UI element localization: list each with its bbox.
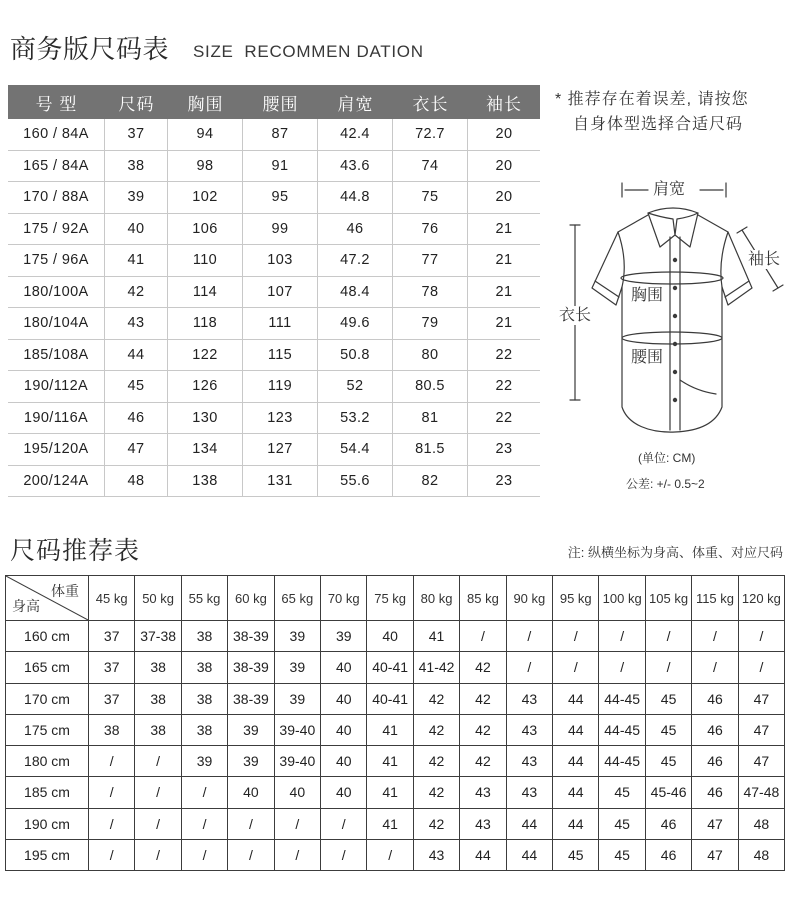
size-table-cell-length: 74: [393, 151, 468, 182]
size-table-cell-shoulder: 43.6: [318, 151, 393, 182]
size-table-cell-waist: 95: [243, 182, 318, 213]
size-table-cell-model: 175 / 96A: [8, 245, 105, 276]
corner-weight-label: 体重: [51, 583, 79, 599]
height-cell: 165 cm: [24, 659, 70, 676]
size-table-cell-waist: 87: [243, 119, 318, 150]
recommended-size-cell: /: [738, 652, 784, 682]
recommended-size-cell: 41: [366, 746, 412, 776]
recommended-size-cell: 39-40: [274, 746, 320, 776]
recommended-size-cell: 37: [88, 684, 134, 714]
height-cell: 160 cm: [24, 628, 70, 645]
size-table-cell-chest: 126: [168, 371, 243, 402]
recommended-size-cell: 39: [320, 621, 366, 651]
size-table-header-row: [8, 85, 540, 119]
size-table: [8, 85, 540, 497]
recommendation-note-line1: * 推荐存在着误差, 请按您: [555, 91, 749, 108]
size-table-cell-waist: 107: [243, 277, 318, 308]
size-table-cell-chest: 130: [168, 403, 243, 434]
recommended-size-cell: 44: [506, 809, 552, 839]
size-table-cell-waist: 91: [243, 151, 318, 182]
size-table-cell-size: 41: [105, 245, 168, 276]
size-table-cell-model: 170 / 88A: [8, 182, 105, 213]
collar-right-wing: [675, 213, 698, 247]
length-label: 衣长: [559, 307, 592, 324]
recommended-size-cell: 43: [459, 809, 505, 839]
recommended-size-cell: 44: [552, 746, 598, 776]
recommended-size-cell: 46: [691, 684, 737, 714]
size-table-header-chest: 胸围: [187, 94, 224, 114]
weight-header-cell: 90 kg: [506, 576, 552, 620]
weight-header-cell: 115 kg: [691, 576, 737, 620]
recommended-size-cell: /: [134, 777, 180, 807]
size-table-cell-length: 79: [393, 308, 468, 339]
corner-height-label: 身高: [12, 598, 40, 614]
recommended-size-cell: /: [320, 840, 366, 870]
recommended-size-cell: /: [691, 652, 737, 682]
recommended-size-cell: 39: [274, 621, 320, 651]
recommended-size-cell: 38-39: [227, 684, 273, 714]
size-table-cell-sleeve: 21: [495, 252, 513, 269]
recommended-size-cell: 44: [552, 809, 598, 839]
recommended-size-cell: 42: [413, 777, 459, 807]
size-table-cell-chest: 114: [168, 277, 243, 308]
chest-label: 胸围: [631, 287, 664, 304]
recommend-note: 注: 纵横坐标为身高、体重、对应尺码: [567, 545, 783, 560]
recommended-size-cell: /: [320, 809, 366, 839]
waist-measure-band: [622, 332, 722, 344]
size-table-cell-size: 48: [105, 466, 168, 497]
recommended-size-cell: 43: [459, 777, 505, 807]
size-table-cell-shoulder: 49.6: [318, 308, 393, 339]
size-table-header-shoulder: 肩宽: [337, 94, 374, 114]
size-table-row: [8, 308, 540, 340]
recommend-row: [6, 620, 784, 651]
recommended-size-cell: 46: [691, 746, 737, 776]
recommended-size-cell: /: [598, 652, 644, 682]
corner-cell: [6, 576, 88, 620]
size-table-cell-sleeve: 20: [495, 126, 513, 143]
size-table-cell-chest: 98: [168, 151, 243, 182]
waist-label: 腰围: [631, 349, 664, 366]
recommended-size-cell: 40: [320, 715, 366, 745]
size-table-cell-sleeve: 22: [495, 409, 513, 426]
size-table-row: [8, 182, 540, 214]
recommended-size-cell: 41: [366, 777, 412, 807]
height-cell: 175 cm: [24, 721, 70, 738]
size-table-cell-model: 185/108A: [8, 340, 105, 371]
size-table-cell-model: 190/112A: [8, 371, 105, 402]
recommended-size-cell: 48: [738, 809, 784, 839]
recommended-size-cell: 41: [413, 621, 459, 651]
recommended-size-cell: 43: [506, 746, 552, 776]
size-table-row: [8, 151, 540, 183]
recommended-size-cell: /: [181, 777, 227, 807]
size-table-cell-chest: 118: [168, 308, 243, 339]
size-table-row: [8, 214, 540, 246]
size-table-cell-size: 38: [105, 151, 168, 182]
recommended-size-cell: /: [134, 840, 180, 870]
size-table-cell-waist: 103: [243, 245, 318, 276]
recommended-size-cell: 46: [645, 840, 691, 870]
recommended-size-cell: 44: [552, 684, 598, 714]
recommended-size-cell: 47: [691, 809, 737, 839]
size-table-cell-model: 200/124A: [8, 466, 105, 497]
size-table-cell-model: 160 / 84A: [8, 119, 105, 150]
recommend-title: 尺码推荐表: [10, 537, 141, 565]
size-table-cell-model: 195/120A: [8, 434, 105, 465]
size-table-cell-shoulder: 55.6: [318, 466, 393, 497]
recommended-size-cell: 40: [274, 777, 320, 807]
size-table-cell-length: 80: [393, 340, 468, 371]
recommend-row: [6, 683, 784, 714]
recommended-size-cell: 37: [88, 652, 134, 682]
recommended-size-cell: 38: [181, 684, 227, 714]
weight-header-cell: 75 kg: [366, 576, 412, 620]
recommended-size-cell: /: [134, 809, 180, 839]
recommend-row: [6, 745, 784, 776]
weight-header-cell: 60 kg: [227, 576, 273, 620]
recommended-size-cell: 42: [459, 652, 505, 682]
size-table-cell-shoulder: 52: [318, 371, 393, 402]
size-table-cell-model: 175 / 92A: [8, 214, 105, 245]
recommended-size-cell: 38-39: [227, 652, 273, 682]
recommended-size-cell: 42: [413, 715, 459, 745]
size-table-row: [8, 403, 540, 435]
page-title: 商务版尺码表: [10, 34, 170, 64]
recommended-size-cell: /: [552, 621, 598, 651]
height-cell: 185 cm: [24, 784, 70, 801]
recommended-size-cell: /: [366, 840, 412, 870]
recommended-size-cell: 41-42: [413, 652, 459, 682]
size-table-cell-sleeve: 20: [495, 189, 513, 206]
recommended-size-cell: 38: [134, 715, 180, 745]
size-table-row: [8, 434, 540, 466]
size-table-cell-sleeve: 21: [495, 315, 513, 332]
weight-header-cell: 70 kg: [320, 576, 366, 620]
size-table-header-size: 尺码: [118, 94, 155, 114]
recommended-size-cell: 45: [645, 684, 691, 714]
size-table-cell-size: 43: [105, 308, 168, 339]
recommended-size-cell: 41: [366, 715, 412, 745]
recommended-size-cell: /: [88, 746, 134, 776]
recommended-size-cell: /: [738, 621, 784, 651]
recommended-size-cell: /: [691, 621, 737, 651]
size-table-cell-chest: 134: [168, 434, 243, 465]
size-table-cell-shoulder: 42.4: [318, 119, 393, 150]
recommended-size-cell: 40: [320, 684, 366, 714]
shoulder-width-label: 肩宽: [653, 181, 686, 198]
recommended-size-cell: 38: [134, 652, 180, 682]
recommend-row: [6, 839, 784, 870]
recommended-size-cell: 38: [181, 621, 227, 651]
recommended-size-cell: 41: [366, 809, 412, 839]
left-cuff: [595, 281, 619, 297]
size-table-cell-chest: 122: [168, 340, 243, 371]
collar-back: [648, 208, 698, 213]
recommended-size-cell: /: [88, 777, 134, 807]
size-table-header-sleeve: 袖长: [486, 94, 522, 114]
size-table-cell-size: 44: [105, 340, 168, 371]
weight-header-cell: 80 kg: [413, 576, 459, 620]
unit-text: (单位: CM): [638, 451, 696, 465]
size-table-cell-shoulder: 48.4: [318, 277, 393, 308]
tolerance-text: 公差: +/- 0.5~2: [626, 477, 705, 491]
size-table-cell-length: 78: [393, 277, 468, 308]
recommended-size-cell: 40: [320, 777, 366, 807]
height-cell: 190 cm: [24, 815, 70, 832]
recommended-size-cell: 38-39: [227, 621, 273, 651]
recommended-size-cell: /: [181, 840, 227, 870]
size-table-cell-length: 81: [393, 403, 468, 434]
recommended-size-cell: 44-45: [598, 684, 644, 714]
recommendation-note-line2: 自身体型选择合适尺码: [573, 116, 744, 133]
size-table-cell-shoulder: 47.2: [318, 245, 393, 276]
recommended-size-cell: 48: [738, 840, 784, 870]
recommended-size-cell: /: [227, 809, 273, 839]
recommended-size-cell: /: [598, 621, 644, 651]
size-table-cell-size: 39: [105, 182, 168, 213]
collar-left-wing: [648, 213, 675, 247]
size-table-cell-length: 72.7: [393, 119, 468, 150]
size-table-cell-waist: 131: [243, 466, 318, 497]
size-table-cell-waist: 119: [243, 371, 318, 402]
recommended-size-cell: 37: [88, 621, 134, 651]
size-table-cell-sleeve: 21: [495, 220, 513, 237]
recommended-size-cell: 39: [227, 746, 273, 776]
recommend-header-row: [6, 576, 784, 620]
weight-header-cell: 85 kg: [459, 576, 505, 620]
size-table-cell-model: 190/116A: [8, 403, 105, 434]
recommended-size-cell: /: [506, 652, 552, 682]
recommended-size-cell: 45-46: [645, 777, 691, 807]
size-table-header-model: 号 型: [35, 94, 78, 114]
height-cell: 180 cm: [24, 753, 70, 770]
recommended-size-cell: 37-38: [134, 621, 180, 651]
weight-header-cell: 65 kg: [274, 576, 320, 620]
recommended-size-cell: 44-45: [598, 715, 644, 745]
size-table-cell-sleeve: 21: [495, 283, 513, 300]
recommended-size-cell: /: [88, 840, 134, 870]
size-table-cell-size: 37: [105, 119, 168, 150]
weight-header-cell: 105 kg: [645, 576, 691, 620]
size-table-cell-size: 46: [105, 403, 168, 434]
size-table-cell-size: 47: [105, 434, 168, 465]
size-table-row: [8, 340, 540, 372]
recommended-size-cell: 46: [645, 809, 691, 839]
recommended-size-cell: 47-48: [738, 777, 784, 807]
recommended-size-cell: 42: [413, 746, 459, 776]
size-table-cell-shoulder: 46: [318, 214, 393, 245]
recommended-size-cell: /: [506, 621, 552, 651]
recommended-size-cell: /: [552, 652, 598, 682]
size-table-cell-size: 40: [105, 214, 168, 245]
size-table-cell-waist: 127: [243, 434, 318, 465]
weight-header-cell: 45 kg: [88, 576, 134, 620]
recommended-size-cell: 40-41: [366, 684, 412, 714]
recommended-size-cell: 46: [691, 715, 737, 745]
shirt-buttons: [673, 258, 677, 402]
recommended-size-cell: 45: [552, 840, 598, 870]
recommended-size-cell: /: [181, 809, 227, 839]
recommended-size-cell: /: [274, 840, 320, 870]
recommended-size-cell: 46: [691, 777, 737, 807]
size-table-cell-shoulder: 54.4: [318, 434, 393, 465]
recommended-size-cell: 39: [227, 715, 273, 745]
right-cuff: [725, 281, 749, 297]
size-table-cell-chest: 106: [168, 214, 243, 245]
recommended-size-cell: 40-41: [366, 652, 412, 682]
hem-fold: [680, 380, 716, 394]
size-table-cell-waist: 123: [243, 403, 318, 434]
recommended-size-cell: /: [227, 840, 273, 870]
recommended-size-cell: 47: [691, 840, 737, 870]
recommended-size-cell: 42: [459, 746, 505, 776]
recommended-size-cell: /: [88, 809, 134, 839]
size-table-cell-length: 80.5: [393, 371, 468, 402]
size-table-cell-chest: 110: [168, 245, 243, 276]
size-table-cell-length: 81.5: [393, 434, 468, 465]
recommended-size-cell: 40: [320, 746, 366, 776]
recommended-size-cell: 47: [738, 684, 784, 714]
recommended-size-cell: 42: [413, 809, 459, 839]
recommended-size-cell: 43: [506, 715, 552, 745]
recommended-size-cell: 45: [598, 809, 644, 839]
size-table-cell-length: 76: [393, 214, 468, 245]
size-table-cell-chest: 138: [168, 466, 243, 497]
recommended-size-cell: 39: [274, 652, 320, 682]
recommended-size-cell: /: [274, 809, 320, 839]
recommended-size-cell: 38: [134, 684, 180, 714]
recommended-size-cell: /: [134, 746, 180, 776]
size-table-row: [8, 466, 540, 498]
sleeve-length-label: 袖长: [748, 251, 781, 268]
recommend-row: [6, 808, 784, 839]
recommend-table: [5, 575, 785, 871]
size-table-header-waist: 腰围: [262, 94, 299, 114]
recommended-size-cell: /: [645, 652, 691, 682]
size-table-cell-length: 75: [393, 182, 468, 213]
recommended-size-cell: 44: [459, 840, 505, 870]
size-table-cell-length: 77: [393, 245, 468, 276]
recommend-row: [6, 714, 784, 745]
recommended-size-cell: 45: [645, 746, 691, 776]
recommended-size-cell: 45: [598, 840, 644, 870]
size-table-cell-shoulder: 44.8: [318, 182, 393, 213]
recommend-row: [6, 776, 784, 807]
size-table-cell-sleeve: 22: [495, 378, 513, 395]
recommended-size-cell: 38: [181, 652, 227, 682]
recommended-size-cell: 38: [181, 715, 227, 745]
recommended-size-cell: 47: [738, 746, 784, 776]
size-table-cell-waist: 111: [243, 308, 318, 339]
recommended-size-cell: 38: [88, 715, 134, 745]
height-cell: 195 cm: [24, 846, 70, 863]
size-table-row: [8, 245, 540, 277]
size-table-cell-chest: 94: [168, 119, 243, 150]
recommend-row: [6, 651, 784, 682]
recommended-size-cell: 39-40: [274, 715, 320, 745]
size-table-cell-sleeve: 20: [495, 157, 513, 174]
size-table-row: [8, 371, 540, 403]
chest-measure-band: [621, 272, 723, 284]
size-table-cell-model: 165 / 84A: [8, 151, 105, 182]
recommended-size-cell: /: [459, 621, 505, 651]
size-table-cell-model: 180/104A: [8, 308, 105, 339]
size-table-cell-chest: 102: [168, 182, 243, 213]
recommended-size-cell: /: [645, 621, 691, 651]
recommended-size-cell: 44-45: [598, 746, 644, 776]
recommended-size-cell: 43: [506, 777, 552, 807]
recommended-size-cell: 39: [274, 684, 320, 714]
recommended-size-cell: 42: [459, 715, 505, 745]
recommended-size-cell: 40: [320, 652, 366, 682]
shirt-outline: [592, 208, 752, 432]
recommended-size-cell: 45: [598, 777, 644, 807]
size-table-cell-sleeve: 23: [495, 441, 513, 458]
size-table-cell-sleeve: 23: [495, 472, 513, 489]
size-table-row: [8, 119, 540, 151]
recommended-size-cell: 40: [227, 777, 273, 807]
recommended-size-cell: 43: [506, 684, 552, 714]
recommended-size-cell: 44: [552, 715, 598, 745]
size-table-cell-model: 180/100A: [8, 277, 105, 308]
weight-header-cell: 95 kg: [552, 576, 598, 620]
weight-header-cell: 50 kg: [134, 576, 180, 620]
weight-header-cell: 120 kg: [738, 576, 784, 620]
recommended-size-cell: 40: [366, 621, 412, 651]
height-cell: 170 cm: [24, 690, 70, 707]
recommended-size-cell: 45: [645, 715, 691, 745]
recommended-size-cell: 42: [459, 684, 505, 714]
size-table-cell-size: 45: [105, 371, 168, 402]
size-table-cell-size: 42: [105, 277, 168, 308]
size-table-row: [8, 277, 540, 309]
page-subtitle: SIZE RECOMMEN DATION: [193, 42, 424, 61]
size-table-cell-shoulder: 50.8: [318, 340, 393, 371]
weight-header-cell: 100 kg: [598, 576, 644, 620]
size-table-cell-shoulder: 53.2: [318, 403, 393, 434]
weight-header-cell: 55 kg: [181, 576, 227, 620]
recommended-size-cell: 39: [181, 746, 227, 776]
size-table-header-length: 衣长: [412, 94, 449, 114]
recommended-size-cell: 44: [506, 840, 552, 870]
recommended-size-cell: 47: [738, 715, 784, 745]
recommended-size-cell: 44: [552, 777, 598, 807]
size-table-cell-waist: 99: [243, 214, 318, 245]
recommended-size-cell: 43: [413, 840, 459, 870]
size-table-cell-sleeve: 22: [495, 346, 513, 363]
size-table-cell-waist: 115: [243, 340, 318, 371]
size-table-cell-length: 82: [393, 466, 468, 497]
recommended-size-cell: 42: [413, 684, 459, 714]
